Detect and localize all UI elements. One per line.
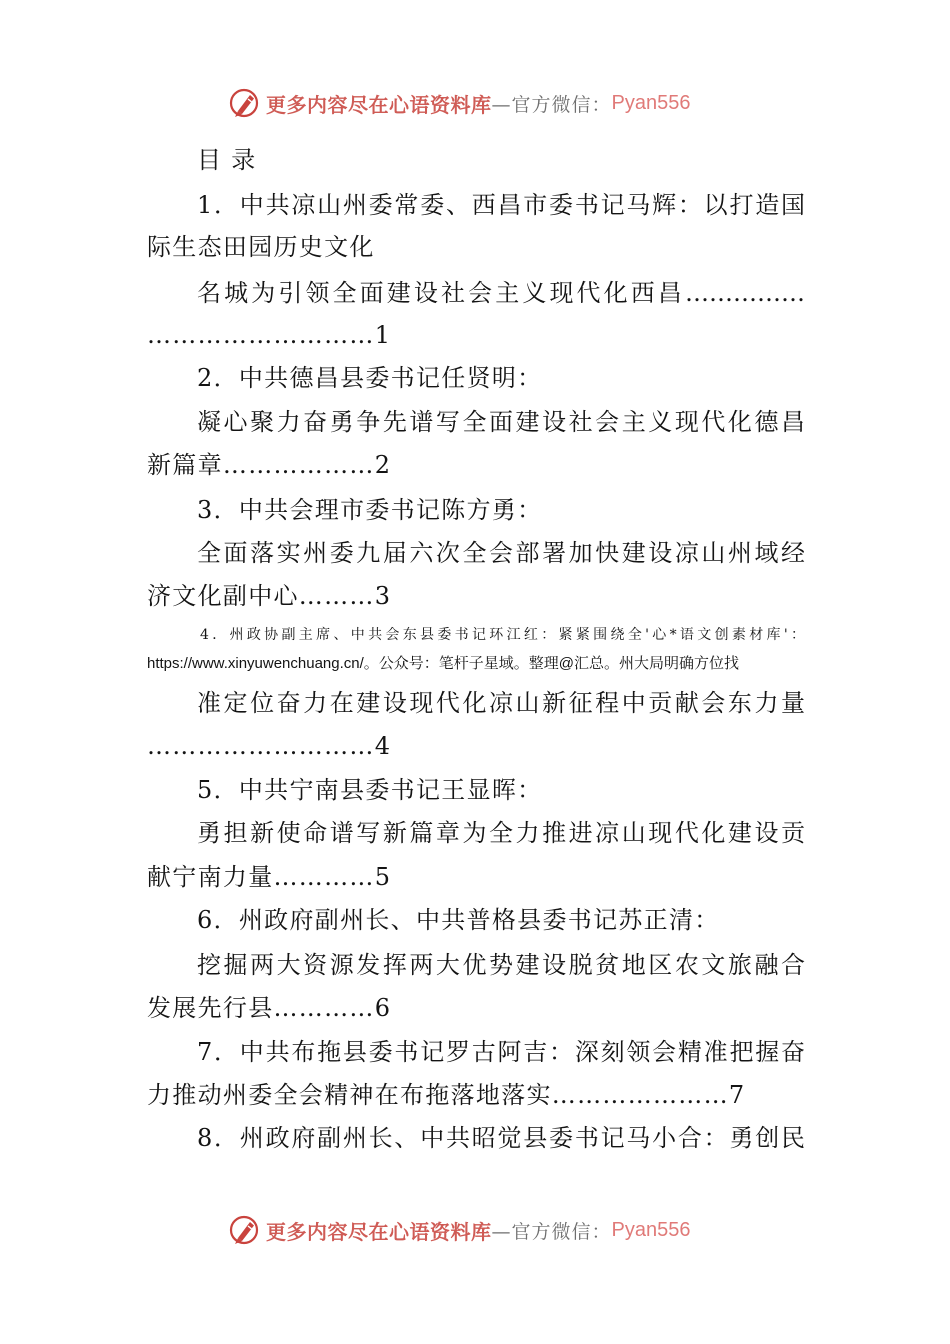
banner-wechat-id: Pyan556 [611,91,691,114]
toc-entry-6-page: 发展先行县…………6 [147,994,392,1022]
toc-entry-7-page: 力推动州委全会精神在布拖落地落实…………………7 [147,1081,746,1109]
toc-entry-6-heading: 6．州政府副州长、中共普格县委书记苏正清： [197,906,720,934]
toc-entry-1-heading: 1．中共凉山州委常委、西昌市委书记马辉：以打造国 [197,191,805,219]
toc-entry-2-page: 新篇章………………2 [147,451,392,479]
toc-entry-4-subtitle: 准定位奋力在建设现代化凉山新征程中贡献会东力量 [197,689,805,717]
toc-entry-2-subtitle: 凝心聚力奋勇争先谱写全面建设社会主义现代化德昌 [197,408,805,436]
pen-logo-icon [228,1213,262,1247]
banner-wechat-label: —官方微信： [491,93,612,116]
footer-banner [228,1213,690,1247]
toc-entry-3-heading: 3．中共会理市委书记陈方勇： [197,496,543,524]
toc-entry-5-heading: 5．中共宁南县委书记王显晖： [197,776,543,804]
toc-entry-1-page: ………………………1 [147,321,392,349]
footer-wechat-id: Pyan556 [611,1218,691,1241]
toc-entry-3-subtitle: 全面落实州委九届六次全会部署加快建设凉山州域经 [197,539,805,567]
pen-logo-icon [228,86,262,120]
toc-entry-5-subtitle: 勇担新使命谱写新篇章为全力推进凉山现代化建设贡 [197,819,805,847]
footer-wechat-label: —官方微信： [491,1220,612,1243]
toc-entry-1-subtitle: 名城为引领全面建设社会主义现代化西昌…………… [197,279,805,307]
header-banner [228,86,690,120]
toc-entry-8-heading: 8．州政府副州长、中共昭觉县委书记马小合：勇创民 [197,1124,805,1152]
toc-entry-4-page: ………………………4 [147,732,392,760]
toc-entry-1-continuation: 际生态田园历史文化 [147,233,375,261]
toc-entry-6-subtitle: 挖掘两大资源发挥两大优势建设脱贫地区农文旅融合 [197,951,805,979]
footer-brand-text: 更多内容尽在心语资料库 [266,1219,492,1244]
toc-entry-7-heading: 7．中共布拖县委书记罗古阿吉：深刻领会精准把握奋 [197,1038,805,1066]
toc-entry-4-heading: 4．州政协副主席、中共会东县委书记环江红：紧紧围绕全'心*语文创素材库'： [200,627,805,643]
toc-entry-3-page: 济文化副中心………3 [147,582,392,610]
toc-title: 目 录 [197,146,257,174]
banner-brand-text: 更多内容尽在心语资料库 [266,92,492,117]
toc-entry-2-heading: 2．中共德昌县委书记任贤明： [197,364,543,392]
toc-entry-4-watermark-line: https://www.xinyuwenchuang.cn/。公众号：笔杆子星域。整理@汇总。州大局明确方位找 [147,655,740,672]
toc-entry-5-page: 献宁南力量…………5 [147,863,392,891]
